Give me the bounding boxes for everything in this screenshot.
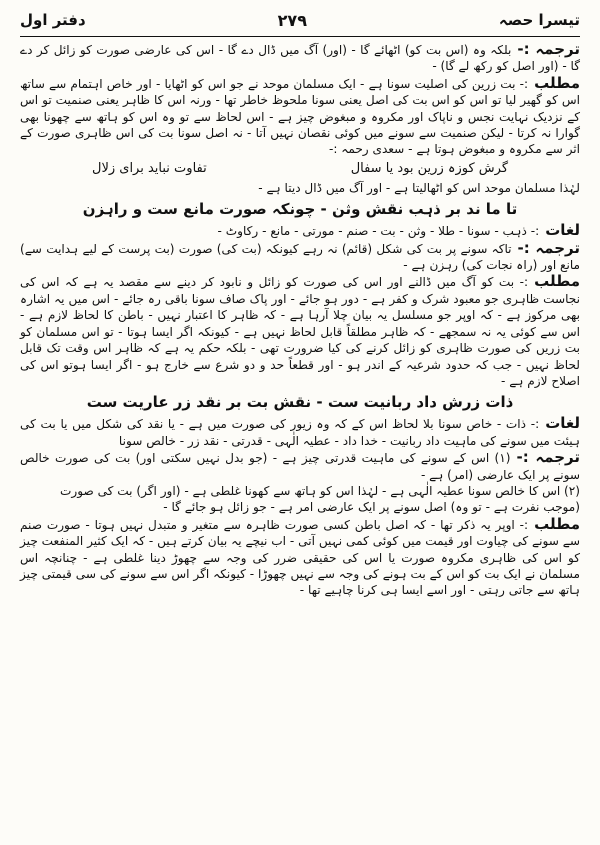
label-matlab-2: مطلب <box>534 272 580 291</box>
header-rule <box>20 36 580 37</box>
page-header <box>20 6 580 34</box>
lughat-2-text: :- ذات - خاص سونا بلا لحاظ اس کے کہ وہ زیور کی صورت میں ہے - یا نقد کی شکل میں یا بت کی ہیئت میں سونے کی ماہیت داد ربانیت - خدا داد - عطیہ الٰہی - قدرتی - نقد زر - خالص سونا <box>20 417 580 448</box>
tarjuma-1-text: بلکہ وہ (اس بت کو) اٹھائے گا - (اور) آگ میں ڈال دے گا - اس کی عارضی صورت کو زائل کر دے گا - (اور اصل کو رکھ لے گا) - <box>20 43 580 74</box>
label-tarjuma: ترجمہ :- <box>517 40 580 58</box>
label-tarjuma-2: ترجمہ :- <box>517 238 580 257</box>
lughat-1 <box>20 222 580 239</box>
label-tarjuma-3: ترجمہ :- <box>516 448 580 467</box>
matlab-1 <box>20 75 580 158</box>
couplet-1-left: تفاوت نباید برای زلال <box>92 160 207 176</box>
matlab-2 <box>20 273 580 389</box>
couplet-1 <box>20 160 580 178</box>
tarjuma-2-text: تاکہ سونے پر بت کی شکل (قائم) نہ رہے کیونکہ (بت کی) صورت (بت پرست کے لیے ہدایت سے) مانع اور (راہ نجات کی) رہزن ہے - <box>20 241 580 273</box>
couplet-1-right: گرش کوزہ زرین بود یا سفال <box>350 160 509 176</box>
matlab-3 <box>20 516 580 599</box>
verse-1: تا ما ند بر ذہب نقش وثن - چونکہ صورت مانع ست و راہزن <box>82 200 518 219</box>
lughat-1-text: :- ذہب - سونا - طلا - وثن - بت - صنم - مورتی - مانع - رکاوٹ - <box>217 224 540 239</box>
tarjuma-3 <box>20 449 580 483</box>
label-lughat-2: لغات <box>545 414 580 433</box>
lughat-2 <box>20 415 580 449</box>
line-after-couplet: لہٰذا مسلمان موحد اس کو اٹھالیتا ہے - اور آگ میں ڈال دیتا ہے - <box>258 180 580 195</box>
label-matlab: مطلب <box>534 73 580 92</box>
tarjuma-3-text: (۱) اس کے سونے کی ماہیت قدرتی چیز ہے - (جو بدل نہیں سکتی اور) بت کی صورت خالص سونے پر ایک عارضی (امر) ہے - <box>20 451 580 482</box>
header-left: دفتر اول <box>20 11 86 29</box>
matlab-1-text: :- بت زرین کی اصلیت سونا ہے - ایک مسلمان موحد نے جو اس کو اٹھایا - اور خاص اہتمام سے ساتھ اس کو گھیر لیا تو اس کو اس بت کی اصل یعنی سونا ملحوظ خاطر تھا - ورنہ اس کا ظاہر یعنی صنمیت تو اس کے نزدیک نہایت نجس و ناپاک اور مکروہ و مبغوض چیز ہے - اس لحاظ سے تو وہ اس کو ہاتھ سے چھونا بھی گوارا نہ کرتا - لیکن صنمیت سے سونے میں کوئی نقصان نہیں آتا - نہ اصل سونا بت کی اس ظاہری صورت کے اثر سے مکروہ و مبغوض ہوتا ہے - سعدی رحمہ :- <box>20 76 580 157</box>
label-matlab-3: مطلب <box>534 514 580 533</box>
label-lughat: لغات <box>545 221 580 240</box>
page-number: ۲۷۹ <box>277 10 307 30</box>
tarjuma-2 <box>20 240 580 274</box>
matlab-2-text: :- بت کو آگ میں ڈالنے اور اس کی صورت کو زائل و نابود کر دینے سے مقصد یہ ہے کہ اس کی نجاست ظاہری جو معبود شرک و کفر ہے - دور ہو جائے - اور پاک صاف سونا باقی رہ جائے - اس میں یہ اشارہ بھی مرکوز ہے - کہ اوپر جو مسلسل یہ بیان چلا آرہا ہے - کہ ظاہر کا اعتبار نہیں - باطن کا لحاظ لازم ہے - اس سے کوئی یہ نہ سمجھے - کہ ظاہر مطلقاً قابل لحاظ نہیں ہے - کیونکہ اگر ایسا ہوتا - تو اس مسلمان کو بت زریں کی صورت ظاہری کو زائل کرنے کی کیا ضرورت تھی - بلکہ حکم یہ ہے کہ ظاہر اس وقت تک قابل لحاظ نہیں - جب کہ حدود شرعیہ کے اندر ہو - اور قطعاً حد و دو شرع سے خارج ہو - اگر ایسا ہوتو اس کی اصلاح لازم ہے - <box>20 275 580 388</box>
verse-2: ذات زرش داد ربانیت ست - نقش بت بر نقد زر عاریت ست <box>86 393 514 412</box>
note-3: (۲) اس کا خالص سونا عطیہ الٰہی ہے - لہٰذا اس کو ہاتھ سے کھونا غلطی ہے - (اور اگر) بت کی صورت (موجب نفرت ہے - تو وہ) اصل سونے پر ایک عارضی امر ہے - جو زائل ہو جائے گا - <box>60 483 580 515</box>
matlab-3-text: :- اوپر یہ ذکر تھا - کہ اصل باطن کسی صورت ظاہرہ سے متغیر و متبدل نہیں ہوتا - صورت صنم سے سونے کی چیاوت اور قیمت میں کوئی کمی نہیں آتی - اب نیچے یہ بیان کرتے ہیں - کہ ایک کثیر المنفعت چیز کو اس کی ظاہری مکروہ صورت یا اس کی حقیقی ضرر کی وجہ سے چھوڑ دینا غلطی ہے - چنانچہ اس مسلمان نے ایک بت کو اس کے بت ہونے کی وجہ سے نہیں چھوڑا - کیونکہ اگر اس سے سونے کی سی قیمتی چیز ہاتھ سے جاتی رہتی - اور اسے ایسا ہی کرنا چاہیے تھا - <box>20 517 580 598</box>
tarjuma-1 <box>20 41 580 75</box>
header-right: تیسرا حصہ <box>498 11 580 29</box>
